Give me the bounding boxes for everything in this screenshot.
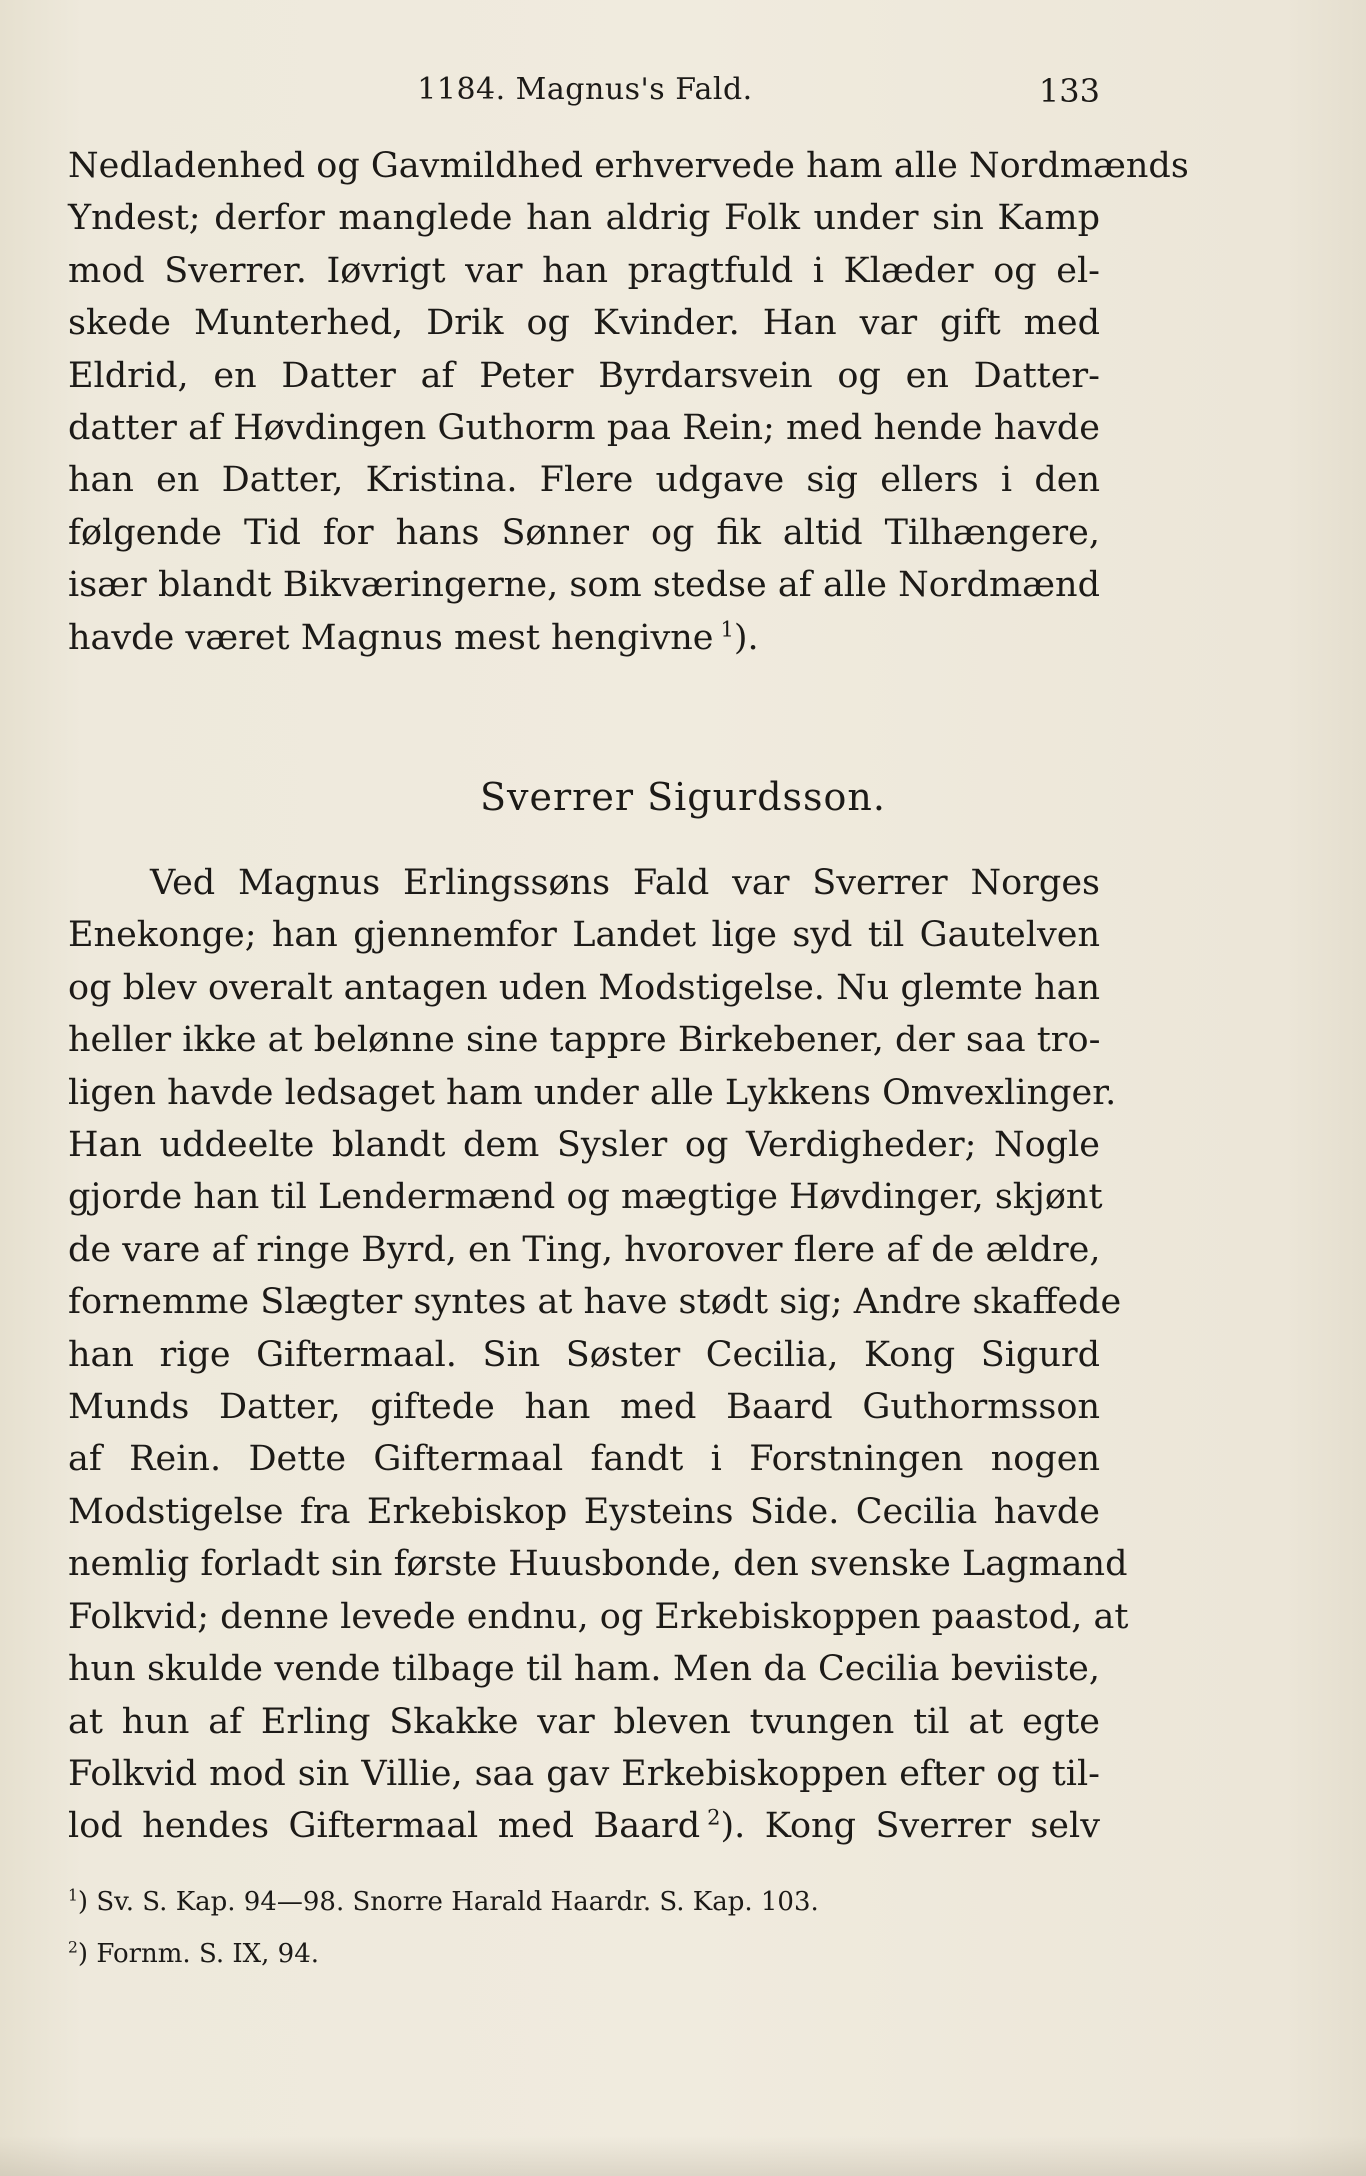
text-line: at hun af Erling Skakke var bleven tvungen til at egte [68,1701,1100,1742]
text-line: og blev overalt antagen uden Modstigelse. Nu glemte han [68,967,1100,1008]
section-heading: Sverrer Sigurdsson. [480,775,886,819]
text-line: Munds Datter, giftede han med Baard Guthormsson [68,1387,1100,1428]
text-line: skede Munterhed, Drik og Kvinder. Han var gift med [68,303,1100,344]
footnote-ref: 1 [720,617,734,641]
running-title: 1184. Magnus's Fald. [417,72,753,107]
text-line-tail: ). [733,617,759,658]
footnote-mark: 2 [68,1938,78,1957]
intro-paragraph [68,140,1189,664]
text-line: Han uddeelte blandt dem Sysler og Verdigheder; Nogle [68,1125,1100,1166]
footnote-text: ) Sv. S. Kap. 94—98. Snorre Harald Haardr. S. Kap. 103. [77,1887,819,1917]
text-line: mod Sverrer. Iøvrigt var han pragtfuld i Klæder og el- [68,250,1100,291]
text-line: Folkvid mod sin Villie, saa gav Erkebiskoppen efter og til- [68,1753,1100,1794]
text-line: han en Datter, Kristina. Flere udgave sig ellers i den [68,460,1100,501]
text-line [68,612,1100,664]
text-line [68,1800,1100,1852]
text-line-tail: ). Kong Sverrer selv [720,1806,1100,1847]
text-line: Modstigelse fra Erkebiskop Eysteins Side. Cecilia havde [68,1491,1100,1532]
text-line: de vare af ringe Byrd, en Ting, hvorover flere af de ældre, [68,1229,1101,1270]
text-line: af Rein. Dette Giftermaal fandt i Forstningen nogen [68,1439,1100,1480]
text-line: Nedladenhed og Gavmildhed erhvervede ham alle Nordmænds [68,146,1189,186]
text-line: heller ikke at belønne sine tappre Birkebener, der saa tro- [68,1020,1101,1061]
text-line: nemlig forladt sin første Huusbonde, den svenske Lagmand [68,1544,1128,1585]
text-line: han rige Giftermaal. Sin Søster Cecilia, Kong Sigurd [68,1334,1100,1375]
text-line: Folkvid; denne levede endnu, og Erkebiskoppen paastod, at [68,1596,1129,1637]
text-line: Yndest; derfor manglede han aldrig Folk under sin Kamp [68,198,1100,239]
text-line-body: lod hendes Giftermaal med Baard [68,1806,701,1847]
text-line: Eldrid, en Datter af Peter Byrdarsvein og en Datter- [68,355,1100,396]
main-paragraph [68,857,1129,1853]
text-line: datter af Høvdingen Guthorm paa Rein; med hende havde [68,408,1100,449]
text-line: fornemme Slægter syntes at have stødt sig; Andre skaffede [68,1282,1122,1323]
footnotes [68,1876,1100,1980]
page-number: 133 [1038,72,1100,110]
text-line: ligen havde ledsaget ham under alle Lykkens Omvexlinger. [68,1072,1117,1113]
text-line-body: havde været Magnus mest hengivne [68,617,714,658]
text-line: hun skulde vende tilbage til ham. Men da Cecilia beviiste, [68,1649,1100,1690]
text-line: Ved Magnus Erlingssøns Fald var Sverrer Norges [150,863,1100,903]
footnote-ref: 2 [707,1805,721,1830]
page-edge-shadow [0,2136,1366,2176]
text-line: gjorde han til Lendermænd og mægtige Høvdinger, skjønt [68,1177,1103,1218]
footnote [68,1876,1100,1928]
footnote-text: ) Fornm. S. IX, 94. [77,1939,320,1969]
footnote-mark: 1 [68,1886,78,1905]
text-line: følgende Tid for hans Sønner og fik altid Tilhængere, [68,512,1100,553]
footnote [68,1928,1100,1980]
running-header [70,72,1100,122]
text-line: især blandt Bikværingerne, som stedse af alle Nordmænd [68,565,1100,606]
text-line: Enekonge; han gjennemfor Landet lige syd til Gautelven [68,915,1100,956]
